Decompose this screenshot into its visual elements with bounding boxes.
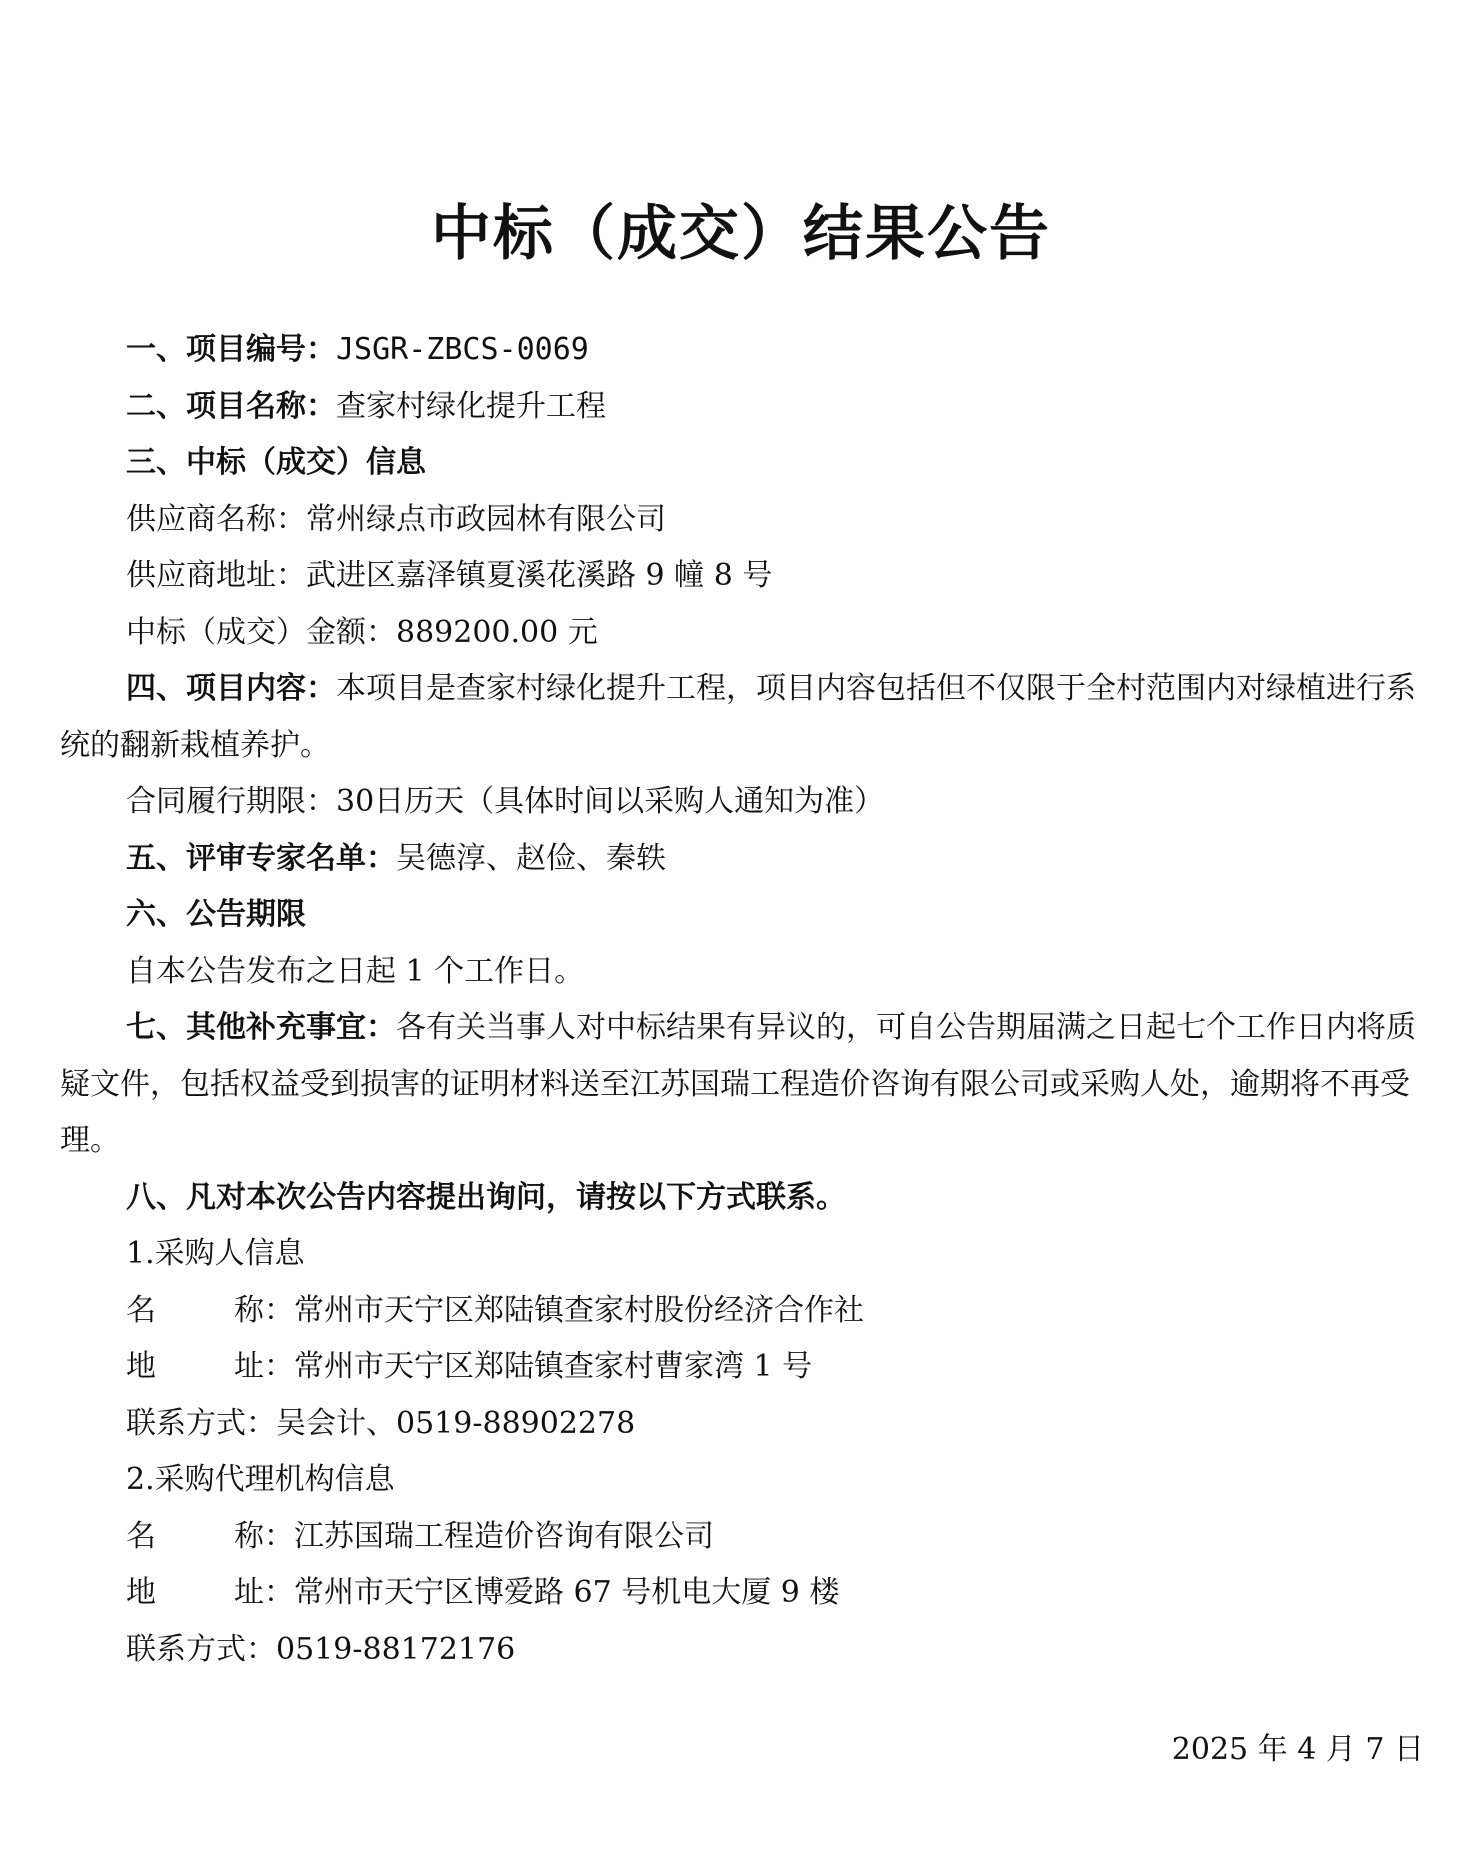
agency-contact-label: 联系方式： [126, 1631, 276, 1667]
award-info-heading: 三、中标（成交）信息 [126, 445, 426, 480]
purchaser-name-value: 常州市天宁区郑陆镇查家村股份经济合作社 [294, 1292, 864, 1328]
agency-contact-line [60, 1622, 1440, 1679]
notice-period-heading-line [60, 887, 1440, 944]
purchaser-address-line [60, 1339, 1440, 1396]
agency-name-label-suffix: 称： [234, 1518, 294, 1554]
purchaser-name-label-suffix: 称： [234, 1292, 294, 1328]
contract-period-label: 合同履行期限： [126, 784, 336, 819]
purchaser-contact-value: 吴会计、0519-88902278 [276, 1405, 636, 1441]
purchaser-name-label-char: 名 [126, 1292, 156, 1328]
project-content-paragraph [60, 661, 1440, 774]
agency-contact-value: 0519-88172176 [276, 1631, 516, 1667]
purchaser-info-title: 1.采购人信息 [126, 1236, 305, 1271]
contact-heading-line [60, 1170, 1440, 1227]
purchaser-address-label-char: 地 [126, 1349, 156, 1384]
supplementary-text: 各有关当事人对中标结果有异议的，可自公告期届满之日起七个工作日内将质疑文件，包括权益受到损害的证明材料送至江苏国瑞工程造价咨询有限公司或采购人处，逾期将不再受理。 [60, 1010, 1416, 1158]
notice-period-text: 自本公告发布之日起 1 个工作日。 [126, 953, 585, 989]
notice-period-heading: 六、公告期限 [126, 897, 306, 932]
supplier-address-line [60, 548, 1440, 605]
purchaser-name-label [126, 1283, 294, 1340]
project-content-heading: 四、项目内容： [126, 671, 336, 706]
award-amount-line [60, 605, 1440, 662]
expert-list-line [60, 831, 1440, 888]
agency-name-line [60, 1509, 1440, 1566]
purchaser-address-label-suffix: 址： [234, 1349, 294, 1384]
project-name-heading: 二、项目名称： [126, 388, 336, 424]
agency-info-title-line [60, 1452, 1440, 1509]
project-content-text: 本项目是查家村绿化提升工程，项目内容包括但不仅限于全村范围内对绿植进行系统的翻新栽植养护。 [60, 671, 1416, 763]
notice-period-line [60, 944, 1440, 1001]
project-number-heading: 一、项目编号： [126, 332, 336, 367]
expert-list-heading: 五、评审专家名单： [126, 840, 396, 876]
project-number-value: JSGR-ZBCS-0069 [336, 332, 589, 367]
expert-list-value: 吴德淳、赵俭、秦轶 [396, 840, 666, 876]
agency-address-label-char: 地 [126, 1575, 156, 1610]
supplier-name-value: 常州绿点市政园林有限公司 [306, 501, 666, 537]
supplementary-paragraph [60, 1000, 1440, 1170]
supplier-address-label: 供应商地址： [126, 558, 306, 593]
agency-address-label [126, 1565, 294, 1622]
purchaser-address-value: 常州市天宁区郑陆镇查家村曹家湾 1 号 [294, 1349, 813, 1384]
agency-address-value: 常州市天宁区博爱路 67 号机电大厦 9 楼 [294, 1575, 840, 1610]
agency-address-line [60, 1565, 1440, 1622]
announcement-date: 2025 年 4 月 7 日 [1171, 1732, 1424, 1767]
purchaser-contact-label: 联系方式： [126, 1405, 276, 1441]
supplier-address-value: 武进区嘉泽镇夏溪花溪路 9 幢 8 号 [306, 558, 773, 593]
agency-name-label-char: 名 [126, 1518, 156, 1554]
contact-heading: 八、凡对本次公告内容提出询问，请按以下方式联系。 [126, 1179, 846, 1215]
purchaser-address-label [126, 1339, 294, 1396]
project-name-line [60, 379, 1440, 436]
contract-period-value: 30日历天（具体时间以采购人通知为准） [336, 784, 885, 819]
page-title: 中标（成交）结果公告 [431, 199, 1051, 269]
supplier-name-label: 供应商名称： [126, 501, 306, 537]
agency-name-label [126, 1509, 294, 1566]
award-info-heading-line [60, 435, 1440, 492]
agency-name-value: 江苏国瑞工程造价咨询有限公司 [294, 1518, 714, 1554]
award-amount-value: 889200.00 元 [396, 614, 598, 650]
award-amount-label: 中标（成交）金额： [126, 614, 396, 650]
announcement-body [60, 322, 1440, 1678]
supplier-name-line [60, 492, 1440, 549]
purchaser-info-title-line [60, 1226, 1440, 1283]
project-name-value: 查家村绿化提升工程 [336, 388, 606, 424]
agency-address-label-suffix: 址： [234, 1575, 294, 1610]
agency-info-title: 2.采购代理机构信息 [126, 1462, 395, 1497]
contract-period-line [60, 774, 1440, 831]
purchaser-name-line [60, 1283, 1440, 1340]
project-number-line [60, 322, 1440, 379]
purchaser-contact-line [60, 1396, 1440, 1453]
supplementary-heading: 七、其他补充事宜： [126, 1010, 396, 1045]
